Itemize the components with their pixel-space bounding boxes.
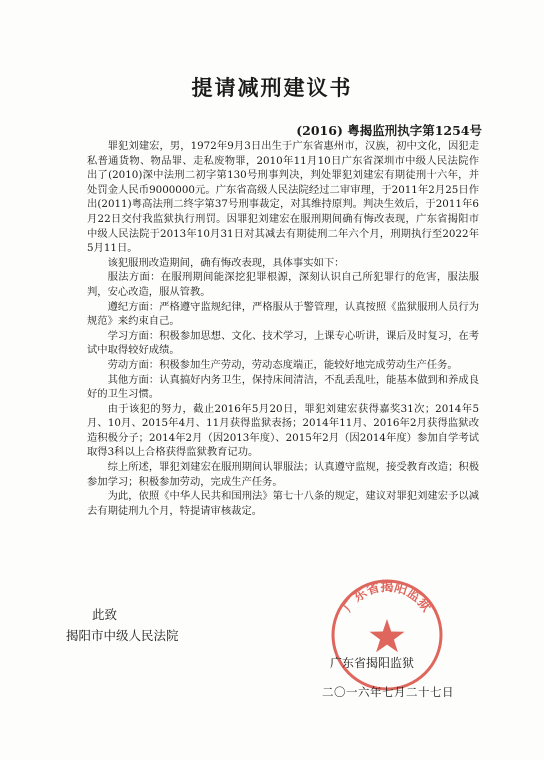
body-paragraph: 罪犯刘建宏，男，1972年9月3日出生于广东省惠州市，汉族，初中文化，因犯走私普通货物、物品罪、走私废物罪，2010年11月10日广东省深圳市中级人民法院作出了(2010)深中法刑二初字第130号刑事判决，判处罪犯刘建宏有期徒刑十六年，并处罚金人民币9000000元。广东省高级人民法院经过二审审理，于2011年2月25日作出(2011)粤高法刑二终字第37号刑事裁定，对其维持原判。判决生效后，于2011年6月22日交付我监狱执行刑罚。因罪犯刘建宏在服刑期间确有悔改表现，广东省揭阳市中级人民法院于2013年10月31日对其减去有期徒刑二年六个月，刑期执行至2022年5月11日。	[87, 140, 479, 255]
closing-salutation: 此致	[92, 607, 118, 622]
body-paragraph: 为此，依照《中华人民共和国刑法》第七十八条的规定，建议对罪犯刘建宏予以减去有期徒刑九个月，特提请审核裁定。	[87, 490, 479, 517]
seal-star-icon	[370, 619, 405, 652]
seal-text	[340, 579, 435, 615]
document-body	[87, 139, 479, 518]
recipient-block	[66, 604, 179, 646]
body-paragraph: 学习方面：积极参加思想、文化、技术学习，上课专心听讲，课后及时复习，在考试中取得较好成绩。	[87, 329, 479, 357]
document-number: (2016) 粤揭监刑执字第1254号	[296, 123, 482, 138]
document-title: 提请减刑建议书	[191, 76, 353, 100]
official-seal-stamp	[327, 575, 447, 695]
body-paragraph: 遵纪方面：严格遵守监规纪律，严格服从于警管理，认真按照《监狱服刑人员行为规范》来约束自己。	[87, 300, 479, 328]
seal-text-path: 广东省揭阳监狱	[340, 579, 434, 615]
issue-date: 二〇一六年七月二十七日	[322, 685, 454, 699]
body-paragraph: 综上所述，罪犯刘建宏在服刑期间认罪服法；认真遵守监规，接受教育改造；积极参加学习；积极参加劳动，完成生产任务。	[87, 461, 479, 488]
court-name: 揭阳市中级人民法院	[66, 628, 179, 643]
body-paragraph: 劳动方面：积极参加生产劳动，劳动态度端正，能较好地完成劳动生产任务。	[107, 358, 458, 371]
body-paragraph: 其他方面：认真搞好内务卫生，保持床间清洁，不乱丢乱吐，能基本做到和养成良好的卫生习惯。	[87, 373, 479, 401]
body-paragraph: 服法方面：在服刑期间能深挖犯罪根源，深刻认识自己所犯罪行的危害，服法服判，安心改造，服从管教。	[87, 271, 479, 298]
body-paragraph: 该犯服刑改造期间，确有悔改表现，具体事实如下：	[107, 256, 345, 269]
issuer-name: 广东省揭阳监狱	[330, 656, 415, 670]
body-paragraph: 由于该犯的努力，截止2016年5月20日，罪犯刘建宏获得嘉奖31次；2014年5月、10月、2015年4月、11月获得监狱表扬；2014年11月、2016年2月获得监狱改造积极分子；2014年2月（因2013年度）、2015年2月（因2014年度）参加自学考试取得3科以上合格获得监狱教育记功。	[87, 402, 479, 459]
